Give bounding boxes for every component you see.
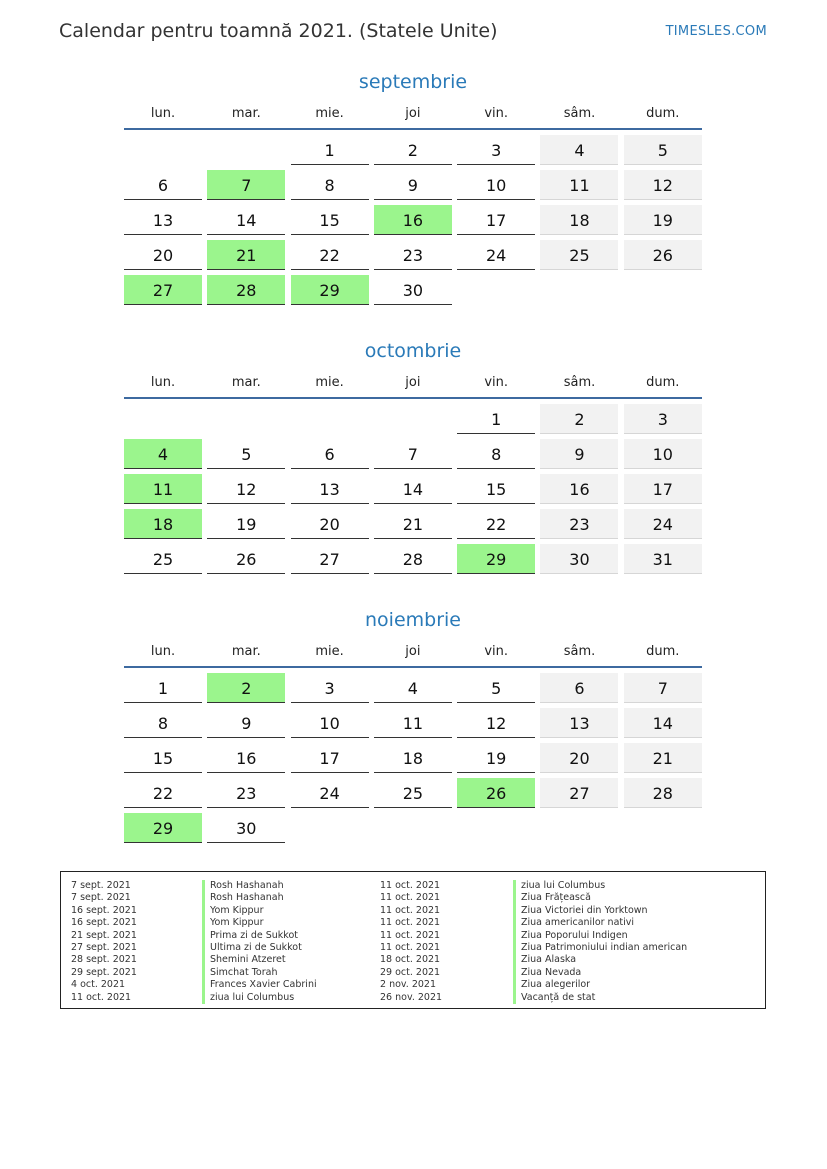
day-cell[interactable]: 21 bbox=[624, 743, 702, 773]
day-cell[interactable]: 26 bbox=[207, 544, 285, 574]
legend-holiday-name: ziua lui Columbus bbox=[513, 880, 687, 892]
day-cell[interactable]: 29 bbox=[291, 275, 369, 305]
legend-holiday-name: Ziua Poporului Indigen bbox=[513, 930, 687, 942]
weekday-label: joi bbox=[405, 375, 421, 390]
weekday-label: vin. bbox=[484, 106, 509, 121]
legend-holiday-name: Yom Kippur bbox=[202, 917, 317, 929]
day-grid bbox=[124, 135, 702, 305]
day-cell[interactable]: 1 bbox=[291, 135, 369, 165]
legend-holiday-name: Frances Xavier Cabrini bbox=[202, 979, 317, 991]
empty-cell bbox=[124, 404, 202, 434]
legend-left-names bbox=[202, 880, 317, 1004]
day-cell[interactable]: 10 bbox=[291, 708, 369, 738]
day-cell[interactable]: 29 bbox=[124, 813, 202, 843]
day-cell[interactable]: 13 bbox=[124, 205, 202, 235]
day-cell[interactable]: 18 bbox=[540, 205, 618, 235]
legend-holiday-name: Ziua Alaska bbox=[513, 954, 687, 966]
month-november bbox=[124, 606, 702, 843]
day-cell[interactable]: 18 bbox=[124, 509, 202, 539]
day-cell[interactable]: 28 bbox=[374, 544, 452, 574]
day-cell[interactable]: 14 bbox=[624, 708, 702, 738]
weekday-label: sâm. bbox=[563, 375, 596, 390]
day-cell[interactable]: 3 bbox=[457, 135, 535, 165]
day-cell[interactable]: 5 bbox=[457, 673, 535, 703]
day-cell[interactable]: 27 bbox=[540, 778, 618, 808]
day-cell[interactable]: 27 bbox=[291, 544, 369, 574]
day-cell[interactable]: 8 bbox=[124, 708, 202, 738]
legend-holiday-name: Vacanță de stat bbox=[513, 992, 687, 1004]
day-cell[interactable]: 9 bbox=[207, 708, 285, 738]
weekday-header bbox=[124, 642, 702, 668]
legend-holiday-name: Ultima zi de Sukkot bbox=[202, 942, 317, 954]
day-cell[interactable]: 1 bbox=[457, 404, 535, 434]
month-title: septembrie bbox=[358, 71, 468, 93]
day-cell[interactable]: 14 bbox=[207, 205, 285, 235]
day-cell[interactable]: 14 bbox=[374, 474, 452, 504]
legend-holiday-name: Ziua Patrimoniului indian american bbox=[513, 942, 687, 954]
legend-date: 28 sept. 2021 bbox=[71, 954, 137, 966]
day-cell[interactable]: 22 bbox=[124, 778, 202, 808]
day-cell[interactable]: 10 bbox=[457, 170, 535, 200]
day-cell[interactable]: 15 bbox=[124, 743, 202, 773]
day-cell[interactable]: 31 bbox=[624, 544, 702, 574]
day-grid bbox=[124, 673, 702, 843]
day-cell[interactable]: 30 bbox=[540, 544, 618, 574]
legend-date: 21 sept. 2021 bbox=[71, 929, 137, 941]
day-cell[interactable]: 9 bbox=[540, 439, 618, 469]
day-cell[interactable]: 16 bbox=[207, 743, 285, 773]
day-cell[interactable]: 8 bbox=[457, 439, 535, 469]
day-cell[interactable]: 2 bbox=[207, 673, 285, 703]
day-grid bbox=[124, 404, 702, 574]
empty-cell bbox=[124, 135, 202, 165]
page-title: Calendar pentru toamnă 2021. (Statele Unite) bbox=[59, 20, 498, 42]
legend-holiday-name: ziua lui Columbus bbox=[202, 992, 317, 1004]
weekday-label: lun. bbox=[150, 644, 176, 659]
month-october bbox=[124, 337, 702, 574]
day-cell[interactable]: 16 bbox=[374, 205, 452, 235]
day-cell[interactable]: 4 bbox=[374, 673, 452, 703]
day-cell[interactable]: 3 bbox=[291, 673, 369, 703]
day-cell[interactable]: 6 bbox=[124, 170, 202, 200]
weekday-label: dum. bbox=[646, 375, 680, 390]
legend-date: 29 sept. 2021 bbox=[71, 966, 137, 978]
legend-holiday-name: Ziua alegerilor bbox=[513, 979, 687, 991]
day-cell[interactable]: 21 bbox=[374, 509, 452, 539]
day-cell[interactable]: 11 bbox=[540, 170, 618, 200]
day-cell[interactable]: 30 bbox=[207, 813, 285, 843]
day-cell[interactable]: 20 bbox=[540, 743, 618, 773]
day-cell[interactable]: 11 bbox=[374, 708, 452, 738]
legend-date: 18 oct. 2021 bbox=[380, 954, 441, 966]
day-cell[interactable]: 25 bbox=[124, 544, 202, 574]
day-cell[interactable]: 26 bbox=[457, 778, 535, 808]
day-cell[interactable]: 19 bbox=[624, 205, 702, 235]
day-cell[interactable]: 4 bbox=[124, 439, 202, 469]
day-cell[interactable]: 15 bbox=[457, 474, 535, 504]
day-cell[interactable]: 24 bbox=[624, 509, 702, 539]
day-cell[interactable]: 19 bbox=[457, 743, 535, 773]
empty-cell bbox=[291, 404, 369, 434]
weekday-label: vin. bbox=[484, 644, 509, 659]
empty-cell bbox=[374, 404, 452, 434]
legend-holiday-name: Shemini Atzeret bbox=[202, 954, 317, 966]
legend-date: 11 oct. 2021 bbox=[380, 892, 441, 904]
day-cell[interactable]: 17 bbox=[291, 743, 369, 773]
legend-date: 11 oct. 2021 bbox=[380, 917, 441, 929]
day-cell[interactable]: 12 bbox=[624, 170, 702, 200]
weekday-label: mar. bbox=[231, 375, 261, 390]
day-cell[interactable]: 18 bbox=[374, 743, 452, 773]
day-cell[interactable]: 22 bbox=[457, 509, 535, 539]
legend-holiday-name: Prima zi de Sukkot bbox=[202, 930, 317, 942]
month-title: noiembrie bbox=[365, 609, 461, 631]
day-cell[interactable]: 6 bbox=[540, 673, 618, 703]
weekday-label: mar. bbox=[231, 644, 261, 659]
legend-date: 4 oct. 2021 bbox=[71, 979, 126, 991]
legend-date: 27 sept. 2021 bbox=[71, 941, 137, 953]
legend-right-dates bbox=[380, 880, 442, 1004]
weekday-label: sâm. bbox=[563, 106, 596, 121]
day-cell[interactable]: 28 bbox=[207, 275, 285, 305]
weekday-label: mie. bbox=[315, 375, 344, 390]
legend-date: 16 sept. 2021 bbox=[71, 904, 137, 916]
day-cell[interactable]: 12 bbox=[457, 708, 535, 738]
weekday-label: sâm. bbox=[563, 644, 596, 659]
legend-date: 7 sept. 2021 bbox=[71, 892, 131, 904]
month-title: octombrie bbox=[364, 340, 462, 362]
day-cell[interactable]: 20 bbox=[124, 240, 202, 270]
weekday-label: mie. bbox=[315, 106, 344, 121]
day-cell[interactable]: 2 bbox=[374, 135, 452, 165]
legend-left-dates bbox=[71, 880, 137, 1004]
day-cell[interactable]: 17 bbox=[624, 474, 702, 504]
weekday-label: lun. bbox=[150, 106, 176, 121]
day-cell[interactable]: 6 bbox=[291, 439, 369, 469]
day-cell[interactable]: 23 bbox=[207, 778, 285, 808]
day-cell[interactable]: 13 bbox=[291, 474, 369, 504]
day-cell[interactable]: 10 bbox=[624, 439, 702, 469]
day-cell[interactable]: 20 bbox=[291, 509, 369, 539]
weekday-label: joi bbox=[405, 106, 421, 121]
weekday-label: dum. bbox=[646, 644, 680, 659]
weekday-label: mie. bbox=[315, 644, 344, 659]
day-cell[interactable]: 28 bbox=[624, 778, 702, 808]
day-cell[interactable]: 23 bbox=[540, 509, 618, 539]
day-cell[interactable]: 5 bbox=[207, 439, 285, 469]
day-cell[interactable]: 13 bbox=[540, 708, 618, 738]
day-cell[interactable]: 21 bbox=[207, 240, 285, 270]
day-cell[interactable]: 24 bbox=[291, 778, 369, 808]
day-cell[interactable]: 7 bbox=[207, 170, 285, 200]
day-cell[interactable]: 12 bbox=[207, 474, 285, 504]
day-cell[interactable]: 4 bbox=[540, 135, 618, 165]
day-cell[interactable]: 27 bbox=[124, 275, 202, 305]
month-september bbox=[124, 68, 702, 305]
day-cell[interactable]: 8 bbox=[291, 170, 369, 200]
brand-link[interactable]: TIMESLES.COM bbox=[665, 24, 767, 39]
legend-holiday-name: Yom Kippur bbox=[202, 905, 317, 917]
holiday-legend bbox=[60, 871, 766, 1009]
day-cell[interactable]: 9 bbox=[374, 170, 452, 200]
weekday-header bbox=[124, 104, 702, 130]
legend-date: 11 oct. 2021 bbox=[71, 991, 132, 1003]
day-cell[interactable]: 30 bbox=[374, 275, 452, 305]
legend-date: 11 oct. 2021 bbox=[380, 929, 441, 941]
day-cell[interactable]: 26 bbox=[624, 240, 702, 270]
day-cell[interactable]: 5 bbox=[624, 135, 702, 165]
legend-date: 29 oct. 2021 bbox=[380, 966, 441, 978]
legend-date: 7 sept. 2021 bbox=[71, 880, 131, 891]
weekday-label: mar. bbox=[231, 106, 261, 121]
legend-holiday-name: Rosh Hashanah bbox=[202, 880, 317, 892]
legend-holiday-name: Ziua americanilor nativi bbox=[513, 917, 687, 929]
legend-date: 2 nov. 2021 bbox=[380, 979, 436, 991]
legend-date: 11 oct. 2021 bbox=[380, 904, 441, 916]
day-cell[interactable]: 7 bbox=[374, 439, 452, 469]
legend-holiday-name: Ziua Nevada bbox=[513, 967, 687, 979]
empty-cell bbox=[207, 135, 285, 165]
day-cell[interactable]: 1 bbox=[124, 673, 202, 703]
legend-holiday-name: Ziua Victoriei din Yorktown bbox=[513, 905, 687, 917]
day-cell[interactable]: 3 bbox=[624, 404, 702, 434]
legend-holiday-name: Rosh Hashanah bbox=[202, 892, 317, 904]
legend-right-names bbox=[513, 880, 687, 1004]
weekday-header bbox=[124, 373, 702, 399]
legend-date: 11 oct. 2021 bbox=[380, 941, 441, 953]
day-cell[interactable]: 15 bbox=[291, 205, 369, 235]
day-cell[interactable]: 29 bbox=[457, 544, 535, 574]
day-cell[interactable]: 11 bbox=[124, 474, 202, 504]
day-cell[interactable]: 17 bbox=[457, 205, 535, 235]
legend-holiday-name: Ziua Frățească bbox=[513, 892, 687, 904]
day-cell[interactable]: 16 bbox=[540, 474, 618, 504]
day-cell[interactable]: 7 bbox=[624, 673, 702, 703]
legend-date: 11 oct. 2021 bbox=[380, 880, 441, 891]
day-cell[interactable]: 22 bbox=[291, 240, 369, 270]
weekday-label: dum. bbox=[646, 106, 680, 121]
day-cell[interactable]: 24 bbox=[457, 240, 535, 270]
weekday-label: vin. bbox=[484, 375, 509, 390]
empty-cell bbox=[207, 404, 285, 434]
day-cell[interactable]: 25 bbox=[540, 240, 618, 270]
weekday-label: lun. bbox=[150, 375, 176, 390]
day-cell[interactable]: 19 bbox=[207, 509, 285, 539]
legend-date: 26 nov. 2021 bbox=[380, 991, 443, 1003]
legend-holiday-name: Simchat Torah bbox=[202, 967, 317, 979]
day-cell[interactable]: 23 bbox=[374, 240, 452, 270]
day-cell[interactable]: 2 bbox=[540, 404, 618, 434]
legend-date: 16 sept. 2021 bbox=[71, 917, 137, 929]
weekday-label: joi bbox=[405, 644, 421, 659]
day-cell[interactable]: 25 bbox=[374, 778, 452, 808]
